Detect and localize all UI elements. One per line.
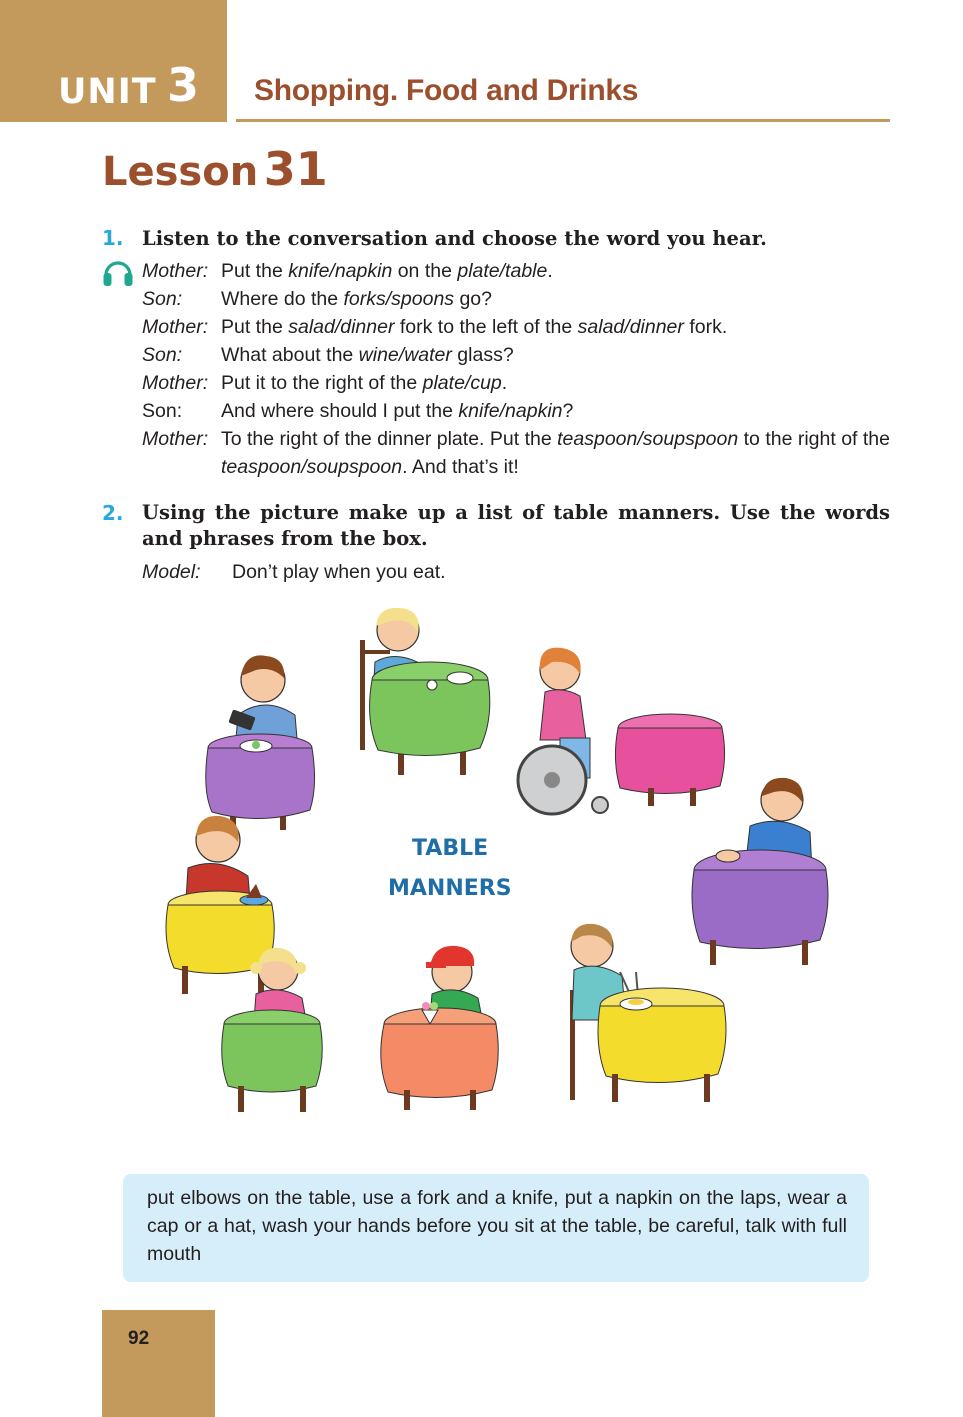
word-choice[interactable]: salad/dinner — [577, 316, 684, 338]
exercise-1-instruction: Listen to the conversation and choose the word you hear. — [142, 227, 767, 250]
word-choice[interactable]: wine/water — [358, 344, 452, 366]
utterance-text: Where do the — [221, 288, 344, 310]
utterance-text: . And that’s it! — [402, 456, 519, 478]
utterance-text: . — [501, 372, 508, 394]
unit-number: 3 — [167, 58, 200, 112]
header-rule — [236, 119, 890, 122]
boy-with-cap-figure — [381, 946, 498, 1110]
unit-label: UNIT — [58, 72, 157, 112]
illustration-title-line-2: MANNERS — [388, 876, 512, 901]
utterance-text: fork to the left of the — [394, 316, 578, 338]
word-choice[interactable]: plate/cup — [422, 372, 502, 394]
utterance-text: Put it to the right of the — [221, 372, 423, 394]
girl-in-wheelchair-figure — [518, 648, 725, 814]
boy-elbows-on-table-figure — [692, 778, 828, 965]
illustration-title-line-1: TABLE — [412, 836, 489, 861]
utterance — [221, 371, 507, 395]
word-choice[interactable]: teaspoon/soupspoon — [221, 456, 403, 478]
girl-at-green-table-figure — [360, 608, 490, 775]
utterance-text: glass? — [451, 344, 514, 366]
utterance-text: on the — [392, 260, 458, 282]
utterance-text: to the right of the — [738, 428, 890, 450]
utterance-text: go? — [454, 288, 492, 310]
exercise-2-number: 2. — [102, 501, 124, 525]
speaker-label: Mother: — [142, 428, 209, 450]
model-text: Don’t play when you eat. — [232, 561, 446, 583]
word-choice[interactable]: teaspoon/soupspoon — [557, 428, 739, 450]
exercise-2-instruction: Using the picture make up a list of table manners. Use the words and phrases from the box. — [142, 501, 890, 550]
word-box-text: put elbows on the table, use a fork and a knife, put a napkin on the laps, wear a cap or a hat, wash your hands before you sit at the table, be careful, talk with full mouth — [147, 1187, 847, 1265]
speaker-label: Mother: — [142, 260, 209, 282]
utterance-text: Put the — [221, 260, 289, 282]
utterance — [221, 315, 727, 339]
speaker-label: Son: — [142, 400, 183, 422]
unit-title: Shopping. Food and Drinks — [254, 74, 639, 107]
utterance-text: ? — [562, 400, 574, 422]
lesson-heading — [102, 142, 328, 196]
utterance-text: To the right of the dinner plate. Put the — [221, 428, 558, 450]
utterance — [221, 425, 890, 481]
word-choice[interactable]: knife/napkin — [458, 400, 563, 422]
boy-with-fork-and-knife-figure — [570, 924, 726, 1102]
headphones-icon[interactable] — [101, 255, 135, 289]
utterance — [221, 259, 553, 283]
utterance-text: fork. — [683, 316, 728, 338]
lesson-number: 31 — [263, 142, 328, 196]
page-number: 92 — [128, 1328, 150, 1349]
utterance — [221, 343, 514, 367]
boy-with-tablet-figure — [206, 655, 315, 830]
exercise-1-number: 1. — [102, 226, 124, 250]
lesson-word: Lesson — [102, 149, 259, 195]
utterance — [221, 287, 492, 311]
utterance-text: Put the — [221, 316, 289, 338]
word-choice[interactable]: forks/spoons — [343, 288, 455, 310]
utterance-text: What about the — [221, 344, 359, 366]
word-choice[interactable]: salad/dinner — [288, 316, 395, 338]
speaker-label: Son: — [142, 288, 183, 310]
model-label: Model: — [142, 561, 201, 583]
table-manners-illustration — [160, 600, 840, 1140]
speaker-label: Mother: — [142, 316, 209, 338]
unit-banner — [0, 0, 227, 122]
utterance-text: . — [547, 260, 553, 282]
word-choice[interactable]: knife/napkin — [288, 260, 393, 282]
speaker-label: Son: — [142, 344, 183, 366]
page-number-tab — [102, 1310, 215, 1417]
word-box — [123, 1174, 869, 1282]
word-choice[interactable]: plate/table — [457, 260, 548, 282]
speaker-label: Mother: — [142, 372, 209, 394]
utterance-text: And where should I put the — [221, 400, 459, 422]
utterance — [221, 399, 573, 423]
